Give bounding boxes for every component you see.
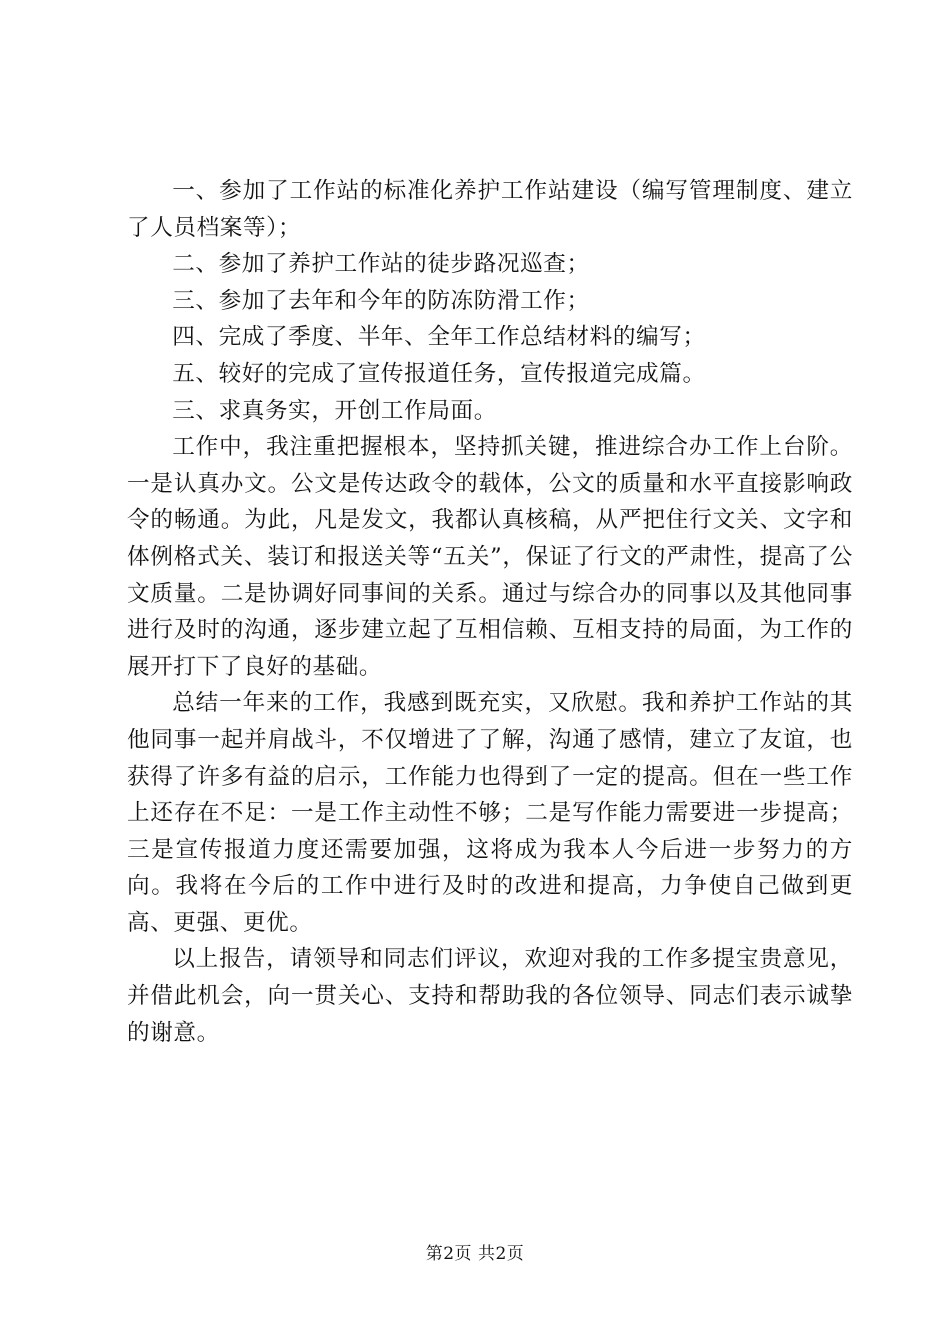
paragraph-item-4: 四、完成了季度、半年、全年工作总结材料的编写；: [172, 324, 706, 351]
page-number-footer: 第2页 共2页: [425, 1244, 525, 1264]
document-body: [127, 173, 853, 1051]
paragraph-work-detail: 工作中，我注重把握根本，坚持抓关键，推进综合办工作上台阶。一是认真办文。公文是传达政令的载体，公文的质量和水平直接影响政令的畅通。为此，凡是发文，我都认真核稿，从严把住行文关、文字和体例格式关、装订和报送关等“五关”，保证了行文的严肃性，提高了公文质量。二是协调好同事间的关系。通过与综合办的同事以及其他同事进行及时的沟通，逐步建立起了互相信赖、互相支持的局面，为工作的展开打下了良好的基础。: [127, 434, 853, 680]
paragraph-item-1: 一、参加了工作站的标准化养护工作站建设（编写管理制度、建立了人员档案等）；: [127, 178, 853, 241]
paragraph-closing: 以上报告，请领导和同志们评议，欢迎对我的工作多提宝贵意见，并借此机会，向一贯关心、支持和帮助我的各位领导、同志们表示诚挚的谢意。: [127, 946, 853, 1046]
paragraph-summary: 总结一年来的工作，我感到既充实，又欣慰。我和养护工作站的其他同事一起并肩战斗，不仅增进了了解，沟通了感情，建立了友谊，也获得了许多有益的启示，工作能力也得到了一定的提高。但在一些工作上还存在不足：一是工作主动性不够；二是写作能力需要进一步提高；三是宣传报道力度还需要加强，这将成为我本人今后进一步努力的方向。我将在今后的工作中进行及时的改进和提高，力争使自己做到更高、更强、更优。: [127, 690, 853, 936]
paragraph-item-3: 三、参加了去年和今年的防冻防滑工作；: [172, 287, 590, 314]
section-heading-3: 三、求真务实，开创工作局面。: [172, 397, 497, 424]
paragraph-item-2: 二、参加了养护工作站的徒步路况巡查；: [172, 251, 590, 278]
paragraph-item-5: 五、较好的完成了宣传报道任务，宣传报道完成篇。: [172, 360, 706, 387]
